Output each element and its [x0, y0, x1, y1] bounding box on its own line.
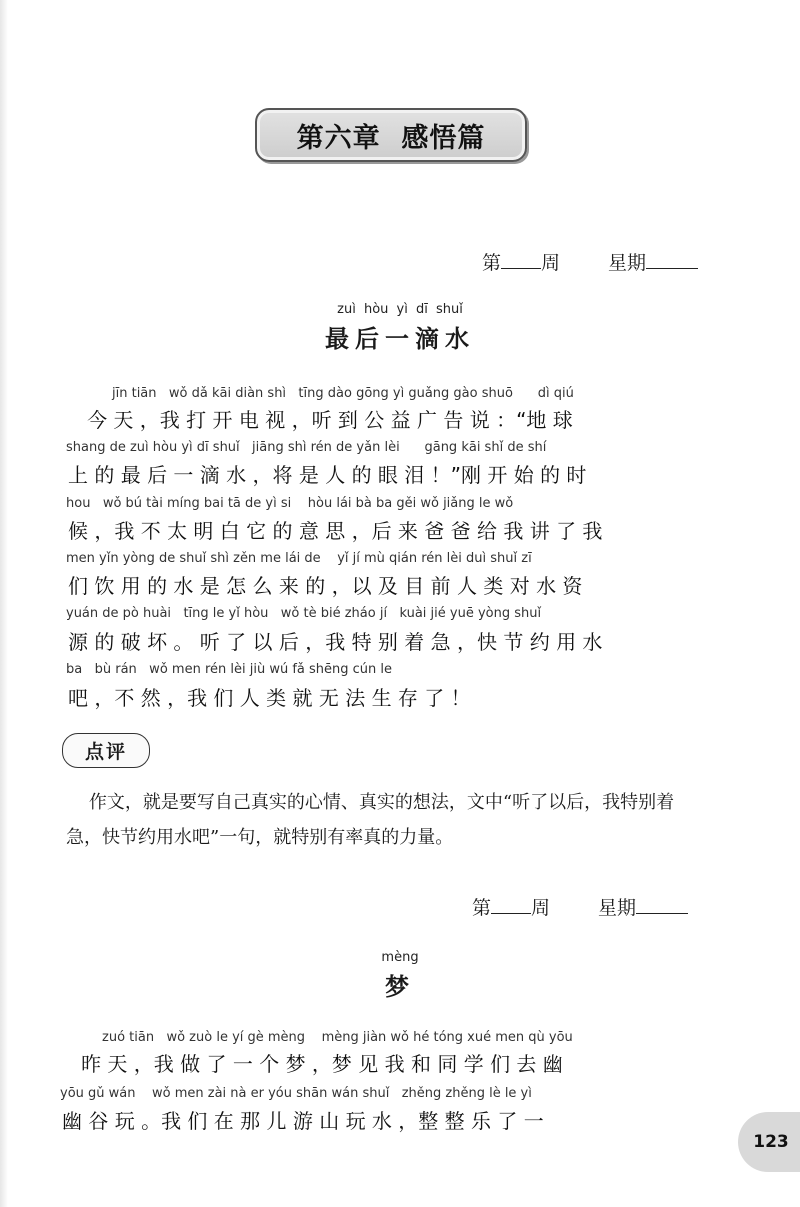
week-zhou-label: 周 [531, 897, 551, 919]
week-number-blank [501, 250, 541, 269]
story1-pinyin-line: shang de zuì hòu yì dī shuǐ jiāng shì rén de yǎn lèi gāng kāi shǐ de shí [66, 440, 547, 455]
weekday-blank [636, 895, 688, 914]
story2-pinyin-line: yōu gǔ wán wǒ men zài nà er yóu shān wán shuǐ zhěng zhěng lè le yì [60, 1086, 532, 1101]
week-di-label: 第 [472, 897, 492, 919]
comment-text-line: 急，快节约用水吧”一句，就特别有率真的力量。 [66, 827, 454, 848]
story1-text-line: 吧 ，不 然 ，我 们 人 类 就 无 法 生 存 了 ！ [68, 686, 471, 710]
chapter-banner [255, 108, 527, 162]
story1-title-block [0, 302, 800, 354]
story1-title: 最后一滴水 [325, 325, 475, 353]
story1-pinyin-line: yuán de pò huài tīng le yǐ hòu wǒ tè bié zháo jí kuài jié yuē yòng shuǐ [66, 606, 542, 621]
weekday-blank [646, 250, 698, 269]
story1-title-pinyin: zuì hòu yì dī shuǐ [337, 302, 463, 317]
week-number-blank [491, 895, 531, 914]
story2-title: 梦 [385, 973, 415, 1001]
story1-pinyin-line: ba bù rán wǒ men rén lèi jiù wú fǎ shēng cún le [66, 662, 392, 677]
page-number: 123 [753, 1132, 789, 1152]
page-edge-shadow [0, 0, 8, 1207]
story1-text-line: 上 的 最 后 一 滴 水 ，将 是 人 的 眼 泪 ！”刚 开 始 的 时 [68, 463, 587, 487]
comment-label-tag [62, 733, 150, 768]
story1-pinyin-line: jīn tiān wǒ dǎ kāi diàn shì tīng dào gōng yì guǎng gào shuō dì qiú [112, 386, 574, 401]
comment-text-line: 作文，就是要写自己真实的心情、真实的想法，文中“听了以后，我特别着 [66, 792, 675, 813]
story2-title-pinyin: mèng [381, 950, 419, 965]
comment-label: 点评 [84, 741, 127, 763]
page-number-tab [738, 1112, 800, 1172]
story1-pinyin-line: men yǐn yòng de shuǐ shì zěn me lái de yǐ jí mù qián rén lèi duì shuǐ zī [66, 551, 532, 566]
story1-text-line: 今 天 ，我 打 开 电 视 ，听 到 公 益 广 告 说 ：“地 球 [68, 408, 573, 432]
week-day-line [482, 248, 698, 275]
story2-text-line: 昨 天 ，我 做 了 一 个 梦 ，梦 见 我 和 同 学 们 去 幽 [62, 1052, 563, 1076]
week-day-line [472, 893, 688, 920]
week-di-label: 第 [482, 252, 502, 274]
weekday-label: 星期 [598, 897, 637, 919]
story2-title-block [0, 950, 800, 1002]
story1-text-line: 们 饮 用 的 水 是 怎 么 来 的 ，以 及 目 前 人 类 对 水 资 [68, 574, 583, 598]
story2-pinyin-line: zuó tiān wǒ zuò le yí gè mèng mèng jiàn wǒ hé tóng xué men qù yōu [102, 1030, 573, 1045]
week-zhou-label: 周 [541, 252, 561, 274]
chapter-title: 第六章 感悟篇 [296, 122, 486, 154]
story1-text-line: 源 的 破 坏 。 听 了 以 后 ，我 特 别 着 急 ，快 节 约 用 水 [68, 630, 603, 654]
story2-text-line: 幽 谷 玩 。我 们 在 那 儿 游 山 玩 水 ，整 整 乐 了 一 [62, 1109, 544, 1133]
story1-pinyin-line: hou wǒ bú tài míng bai tā de yì si hòu lái bà ba gěi wǒ jiǎng le wǒ [66, 496, 514, 511]
story1-text-line: 候 ，我 不 太 明 白 它 的 意 思 ，后 来 爸 爸 给 我 讲 了 我 [68, 519, 603, 543]
weekday-label: 星期 [608, 252, 647, 274]
